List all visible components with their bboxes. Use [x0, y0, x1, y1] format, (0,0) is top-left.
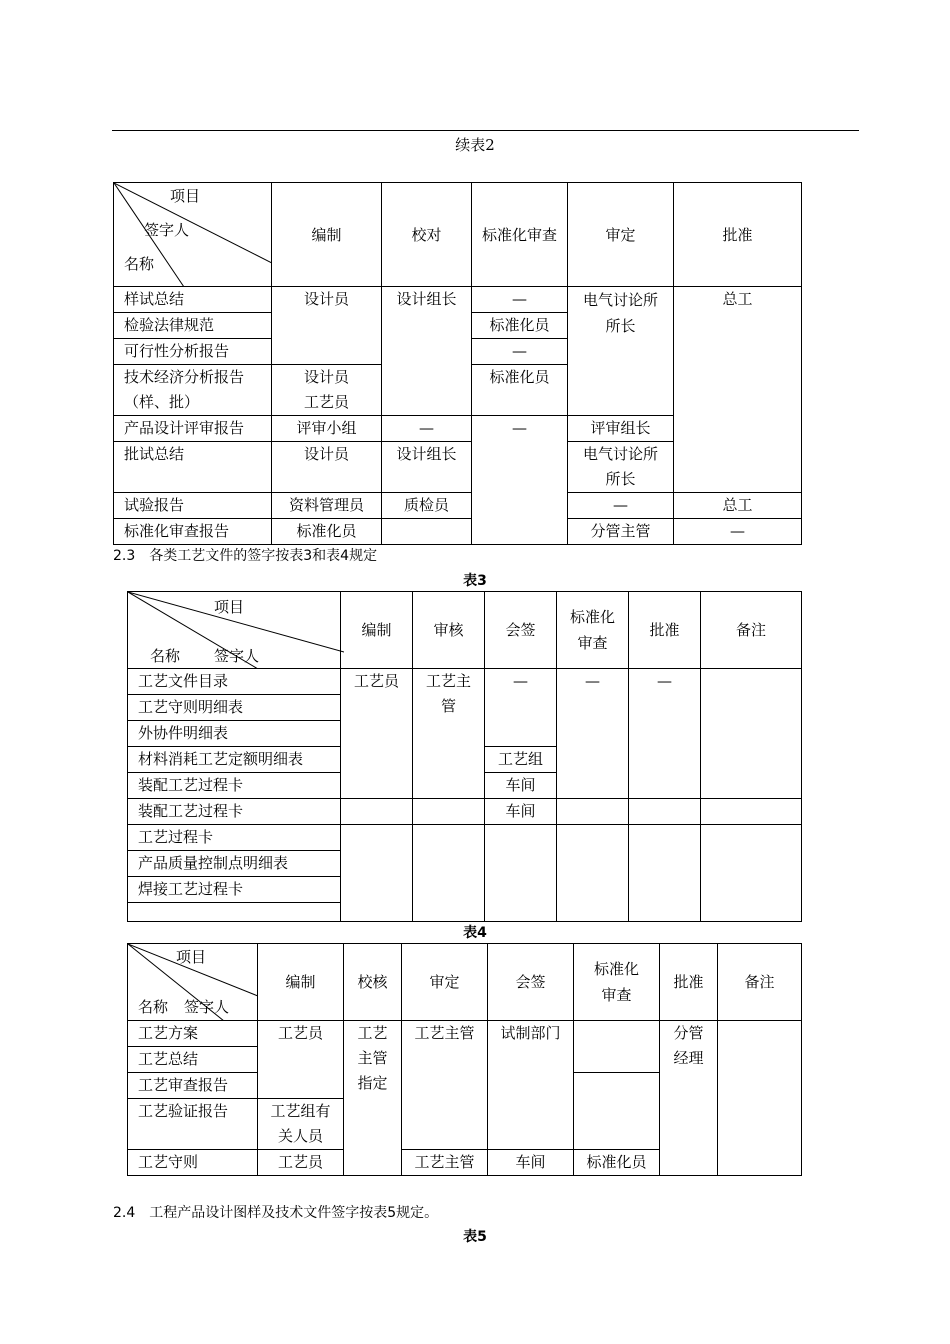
cell-shenhe: [413, 825, 485, 922]
corner-label-signer: 签字人: [214, 647, 260, 665]
cell-pizhun-text: 分管经理: [673, 1024, 704, 1067]
cell-shenhe-text: 工艺主管: [425, 672, 471, 715]
header-shenhe: 审核: [413, 592, 485, 669]
table-row: [114, 287, 802, 313]
header-bianzhi: 编制: [272, 183, 382, 287]
row-name: 工艺总结: [128, 1047, 258, 1073]
table-3-caption: 表3: [463, 573, 487, 589]
table-3: [127, 591, 802, 922]
row-name: 工艺守则明细表: [128, 695, 341, 721]
cell-beizhu: [701, 799, 802, 825]
row-name: 工艺守则: [128, 1150, 258, 1176]
table-row: [128, 799, 802, 825]
cell-standardization: 标准化员: [574, 1150, 660, 1176]
cell-beizhu: [701, 825, 802, 922]
row-name: 工艺文件目录: [128, 669, 341, 695]
header-beizhu: 备注: [718, 944, 802, 1021]
continued-table-caption: 续表2: [455, 136, 495, 154]
row-name-empty: [128, 903, 341, 922]
row-name: 可行性分析报告: [114, 339, 272, 365]
cell-pizhun: [660, 1021, 718, 1176]
cell-bianzhi: [341, 825, 413, 922]
cell-standardization: [574, 1073, 660, 1150]
cell-pizhun: 总工: [674, 493, 802, 519]
row-name: 产品质量控制点明细表: [128, 851, 341, 877]
header-standardization: [574, 944, 660, 1021]
cell-standardization: —: [472, 287, 568, 313]
cell-bianzhi: 设计员: [272, 287, 382, 365]
table-5-caption: 表5: [463, 1229, 487, 1245]
header-shending: 审定: [402, 944, 488, 1021]
cell-bianzhi: 资料管理员: [272, 493, 382, 519]
header-pizhun: 批准: [629, 592, 701, 669]
table-4-header-row: [128, 944, 802, 1021]
table-3-header-row: [128, 592, 802, 669]
row-name: 装配工艺过程卡: [128, 773, 341, 799]
cell-shending: 评审组长: [568, 416, 674, 442]
cell-shenhe: [413, 669, 485, 799]
cell-huiqian: 试制部门: [488, 1021, 574, 1150]
header-jiaodui: 校对: [382, 183, 472, 287]
table-2: [113, 182, 802, 545]
row-name: 产品设计评审报告: [114, 416, 272, 442]
cell-pizhun: [629, 825, 701, 922]
row-name: 标准化审查报告: [114, 519, 272, 545]
cell-jiaodui: [382, 519, 472, 545]
cell-pizhun: —: [674, 519, 802, 545]
header-bianzhi: 编制: [341, 592, 413, 669]
cell-jiaohe: [344, 1021, 402, 1176]
cell-bianzhi: 工艺员: [258, 1150, 344, 1176]
header-shending: 审定: [568, 183, 674, 287]
header-jiaohe: 校核: [344, 944, 402, 1021]
cell-standardization: [557, 825, 629, 922]
header-pizhun: 批准: [660, 944, 718, 1021]
corner-label-item: 项目: [170, 187, 201, 205]
table-2-corner-cell: [114, 183, 272, 287]
cell-shending-text: 电气讨论所所长: [582, 445, 658, 488]
cell-shenhe: [413, 799, 485, 825]
row-name: 试验报告: [114, 493, 272, 519]
cell-jiaodui: —: [382, 416, 472, 442]
table-3-corner-cell: [128, 592, 341, 669]
cell-beizhu: [718, 1021, 802, 1176]
row-name: 材料消耗工艺定额明细表: [128, 747, 341, 773]
table-2-header-row: [114, 183, 802, 287]
row-name: 检验法律规范: [114, 313, 272, 339]
cell-shending: —: [568, 493, 674, 519]
cell-bianzhi: [341, 799, 413, 825]
cell-standardization: [557, 799, 629, 825]
row-name-text: 技术经济分析报告（样、批）: [124, 368, 245, 411]
row-name: 工艺方案: [128, 1021, 258, 1047]
header-standardization: 标准化审查: [472, 183, 568, 287]
cell-huiqian: —: [485, 669, 557, 747]
section-2-3-heading: 2.3 各类工艺文件的签字按表3和表4规定: [113, 548, 378, 564]
header-pizhun: 批准: [674, 183, 802, 287]
cell-bianzhi: 工艺员: [258, 1021, 344, 1099]
cell-bianzhi: 设计员: [272, 442, 382, 493]
cell-jiaodui: 设计组长: [382, 442, 472, 493]
cell-bianzhi-text: 设计员工艺员: [303, 368, 349, 411]
cell-bianzhi-text: 工艺组有关人员: [270, 1102, 331, 1145]
corner-label-name: 名称: [124, 255, 155, 273]
cell-shending: [568, 442, 674, 493]
row-name: 外协件明细表: [128, 721, 341, 747]
row-name: 工艺过程卡: [128, 825, 341, 851]
cell-huiqian: [485, 825, 557, 922]
cell-jiaohe-text: 工艺主管指定: [357, 1024, 388, 1092]
header-beizhu: 备注: [701, 592, 802, 669]
header-standardization-text: 标准化审查: [569, 608, 615, 652]
header-huiqian: 会签: [485, 592, 557, 669]
table-4: [127, 943, 802, 1176]
cell-bianzhi: 工艺员: [341, 669, 413, 799]
table-row: [128, 1021, 802, 1047]
table-row: [114, 493, 802, 519]
table-row: [128, 825, 802, 851]
cell-beizhu: [701, 669, 802, 799]
header-standardization-text: 标准化审查: [593, 960, 639, 1004]
cell-standardization: —: [472, 416, 568, 545]
corner-label-name: 名称: [150, 647, 181, 665]
cell-jiaodui: 设计组长: [382, 287, 472, 416]
corner-label-signer: 签字人: [184, 998, 230, 1016]
table-row: [128, 669, 802, 695]
row-name: 装配工艺过程卡: [128, 799, 341, 825]
cell-huiqian: 工艺组: [485, 747, 557, 773]
row-name: 批试总结: [114, 442, 272, 493]
corner-label-item: 项目: [176, 948, 207, 966]
cell-shending: 工艺主管: [402, 1150, 488, 1176]
row-name: [114, 365, 272, 416]
corner-label-signer: 签字人: [144, 221, 190, 239]
table-4-corner-cell: [128, 944, 258, 1021]
cell-bianzhi: 评审小组: [272, 416, 382, 442]
cell-pizhun: [629, 799, 701, 825]
cell-standardization: —: [472, 339, 568, 365]
row-name: 工艺验证报告: [128, 1099, 258, 1150]
header-standardization: [557, 592, 629, 669]
section-2-4-heading: 2.4 工程产品设计图样及技术文件签字按表5规定。: [113, 1205, 439, 1221]
cell-bianzhi: [258, 1099, 344, 1150]
row-name: 工艺审查报告: [128, 1073, 258, 1099]
row-name: 样试总结: [114, 287, 272, 313]
cell-huiqian: 车间: [485, 773, 557, 799]
cell-standardization: [574, 1021, 660, 1073]
table-4-caption: 表4: [463, 925, 487, 941]
corner-label-name: 名称: [138, 998, 169, 1016]
cell-huiqian: 车间: [485, 799, 557, 825]
cell-shending: 分管主管: [568, 519, 674, 545]
cell-standardization: 标准化员: [472, 365, 568, 416]
cell-bianzhi: 标准化员: [272, 519, 382, 545]
cell-jiaodui: 质检员: [382, 493, 472, 519]
cell-shending-text: 电气讨论所所长: [582, 291, 658, 335]
cell-standardization: 标准化员: [472, 313, 568, 339]
table-row: [114, 519, 802, 545]
cell-standardization: —: [557, 669, 629, 799]
cell-pizhun: 总工: [674, 287, 802, 493]
header-huiqian: 会签: [488, 944, 574, 1021]
header-bianzhi: 编制: [258, 944, 344, 1021]
row-name: 焊接工艺过程卡: [128, 877, 341, 903]
cell-shending: 工艺主管: [402, 1021, 488, 1150]
cell-pizhun: —: [629, 669, 701, 799]
cell-huiqian: 车间: [488, 1150, 574, 1176]
corner-label-item: 项目: [214, 598, 245, 616]
top-rule: [112, 130, 859, 131]
cell-shending: [568, 287, 674, 416]
cell-bianzhi: [272, 365, 382, 416]
